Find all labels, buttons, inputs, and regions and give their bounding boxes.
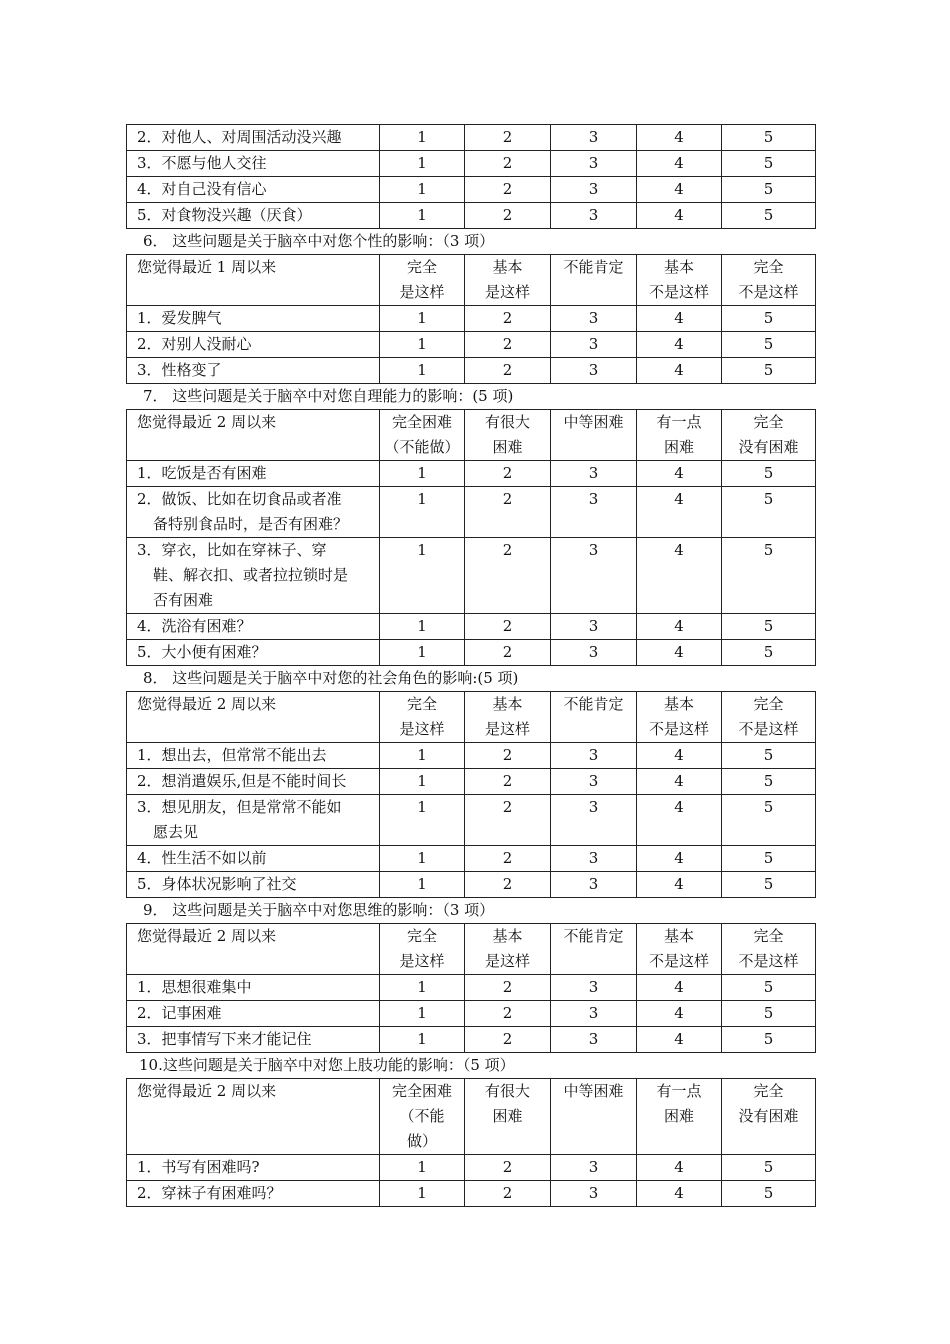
header-option: 不能肯定: [551, 692, 637, 743]
question-row: [127, 743, 816, 769]
question-row: [127, 1181, 816, 1207]
question-text: [127, 846, 380, 872]
score-option[interactable]: 2: [465, 151, 551, 177]
score-option[interactable]: 2: [465, 461, 551, 487]
question-text: [127, 614, 380, 640]
score-option[interactable]: 3: [551, 203, 637, 229]
score-option[interactable]: 2: [465, 640, 551, 666]
score-option[interactable]: 5: [722, 203, 816, 229]
header-option: 基本 不是这样: [637, 692, 722, 743]
score-option[interactable]: 2: [465, 846, 551, 872]
score-option[interactable]: 3: [551, 640, 637, 666]
header-option: 完全 是这样: [380, 255, 465, 306]
question-line: 4．性生活不如以前: [137, 849, 267, 867]
header-option: 中等困难: [551, 1079, 637, 1155]
score-option[interactable]: 3: [551, 177, 637, 203]
score-option[interactable]: 4: [637, 125, 722, 151]
header-option: 完全 没有困难: [722, 410, 816, 461]
score-option[interactable]: 4: [637, 769, 722, 795]
score-option[interactable]: 5: [722, 1027, 816, 1053]
section-title: 8． 这些问题是关于脑卒中对您的社会角色的影响:(5 项): [143, 669, 519, 687]
question-line: 5．对食物没兴趣（厌食）: [137, 206, 312, 224]
score-option[interactable]: 3: [551, 846, 637, 872]
rating-table: [126, 254, 816, 384]
score-option[interactable]: 5: [722, 306, 816, 332]
question-line: 2．对别人没耐心: [137, 335, 252, 353]
score-option[interactable]: 4: [637, 538, 722, 614]
question-line: 5．身体状况影响了社交: [137, 875, 297, 893]
score-option[interactable]: 1: [380, 769, 465, 795]
score-option[interactable]: 2: [465, 795, 551, 846]
score-option[interactable]: 3: [551, 1027, 637, 1053]
score-option[interactable]: 3: [551, 975, 637, 1001]
score-option[interactable]: 4: [637, 614, 722, 640]
question-text: [127, 872, 380, 898]
score-option[interactable]: 2: [465, 487, 551, 538]
score-option[interactable]: 4: [637, 1155, 722, 1181]
score-option[interactable]: 4: [637, 743, 722, 769]
score-option[interactable]: 5: [722, 975, 816, 1001]
question-line: 3．性格变了: [137, 361, 222, 379]
question-line: 1．吃饭是否有困难: [137, 464, 267, 482]
question-line: 3．把事情写下来才能记住: [137, 1030, 312, 1048]
header-option: 基本 不是这样: [637, 255, 722, 306]
question-line: 1．书写有困难吗?: [137, 1158, 260, 1176]
header-option: 中等困难: [551, 410, 637, 461]
question-line: 4．对自己没有信心: [137, 180, 267, 198]
score-option[interactable]: 4: [637, 487, 722, 538]
question-row: [127, 872, 816, 898]
score-option[interactable]: 1: [380, 358, 465, 384]
score-option[interactable]: 3: [551, 795, 637, 846]
question-line: 2．对他人、对周围活动没兴趣: [137, 128, 342, 146]
score-option[interactable]: 5: [722, 125, 816, 151]
header-option: 不能肯定: [551, 255, 637, 306]
score-option[interactable]: 3: [551, 1181, 637, 1207]
question-line: 1．想出去，但常常不能出去: [137, 746, 327, 764]
question-line: 2．记事困难: [137, 1004, 222, 1022]
question-row: [127, 1027, 816, 1053]
score-option[interactable]: 2: [465, 125, 551, 151]
question-line: 3．穿衣，比如在穿袜子、穿: [137, 541, 327, 559]
question-row: [127, 640, 816, 666]
score-option[interactable]: 1: [380, 975, 465, 1001]
score-option[interactable]: 1: [380, 1001, 465, 1027]
score-option[interactable]: 2: [465, 1001, 551, 1027]
score-option[interactable]: 5: [722, 614, 816, 640]
score-option[interactable]: 4: [637, 640, 722, 666]
header-period-label: 您觉得最近 2 周以来: [127, 1079, 380, 1155]
question-line: 3．不愿与他人交往: [137, 154, 267, 172]
score-option[interactable]: 4: [637, 1027, 722, 1053]
question-row: [127, 614, 816, 640]
score-option[interactable]: 2: [465, 203, 551, 229]
score-option[interactable]: 3: [551, 125, 637, 151]
score-option[interactable]: 1: [380, 846, 465, 872]
rating-table: [126, 124, 816, 229]
score-option[interactable]: 3: [551, 358, 637, 384]
score-option[interactable]: 1: [380, 614, 465, 640]
question-line: 否有困难: [153, 591, 214, 609]
question-line: 备特别食品时，是否有困难？: [153, 515, 349, 533]
score-option[interactable]: 2: [465, 1181, 551, 1207]
score-option[interactable]: 2: [465, 614, 551, 640]
header-option: 完全 不是这样: [722, 692, 816, 743]
score-option[interactable]: 2: [465, 1027, 551, 1053]
score-option[interactable]: 5: [722, 461, 816, 487]
score-option[interactable]: 5: [722, 1155, 816, 1181]
score-option[interactable]: 3: [551, 743, 637, 769]
header-period-label: 您觉得最近 2 周以来: [127, 924, 380, 975]
score-option[interactable]: 3: [551, 306, 637, 332]
question-row: [127, 1001, 816, 1027]
score-option[interactable]: 2: [465, 177, 551, 203]
question-text: [127, 358, 380, 384]
score-option[interactable]: 5: [722, 538, 816, 614]
question-line: 2．做饭、比如在切食品或者准: [137, 490, 342, 508]
question-line: 1．思想很难集中: [137, 978, 252, 996]
header-option: 完全困难 （不能 做）: [380, 1079, 465, 1155]
question-row: [127, 538, 816, 614]
rating-table: [126, 1078, 816, 1207]
table-header-row: [127, 255, 816, 306]
header-option: 有很大 困难: [465, 1079, 551, 1155]
header-period-label: 您觉得最近 1 周以来: [127, 255, 380, 306]
score-option[interactable]: 5: [722, 872, 816, 898]
score-option[interactable]: 1: [380, 872, 465, 898]
score-option[interactable]: 1: [380, 125, 465, 151]
score-option[interactable]: 2: [465, 332, 551, 358]
score-option[interactable]: 4: [637, 461, 722, 487]
score-option[interactable]: 4: [637, 358, 722, 384]
score-option[interactable]: 5: [722, 151, 816, 177]
score-option[interactable]: 1: [380, 538, 465, 614]
question-text: [127, 1181, 380, 1207]
header-option: 完全困难 （不能做）: [380, 410, 465, 461]
score-option[interactable]: 4: [637, 151, 722, 177]
header-option: 有一点 困难: [637, 1079, 722, 1155]
score-option[interactable]: 5: [722, 177, 816, 203]
question-text: [127, 975, 380, 1001]
score-option[interactable]: 4: [637, 332, 722, 358]
section-title: 9． 这些问题是关于脑卒中对您思维的影响：（3 项）: [143, 901, 495, 919]
question-row: [127, 795, 816, 846]
score-option[interactable]: 1: [380, 332, 465, 358]
score-option[interactable]: 2: [465, 872, 551, 898]
question-text: [127, 125, 380, 151]
score-option[interactable]: 3: [551, 1001, 637, 1027]
score-option[interactable]: 3: [551, 461, 637, 487]
question-text: [127, 332, 380, 358]
score-option[interactable]: 3: [551, 487, 637, 538]
score-option[interactable]: 5: [722, 358, 816, 384]
score-option[interactable]: 5: [722, 846, 816, 872]
question-row: [127, 461, 816, 487]
question-row: [127, 1155, 816, 1181]
question-text: [127, 795, 380, 846]
question-text: [127, 1001, 380, 1027]
question-line: 3．想见朋友，但是常常不能如: [137, 798, 342, 816]
score-option[interactable]: 1: [380, 1155, 465, 1181]
score-option[interactable]: 5: [722, 795, 816, 846]
questionnaire-document: [126, 124, 815, 1207]
score-option[interactable]: 1: [380, 743, 465, 769]
question-line: 1．爱发脾气: [137, 309, 222, 327]
score-option[interactable]: 1: [380, 203, 465, 229]
rating-table: [126, 409, 816, 666]
question-text: [127, 538, 380, 614]
question-row: [127, 203, 816, 229]
score-option[interactable]: 4: [637, 846, 722, 872]
rating-table: [126, 923, 816, 1053]
question-line: 2．穿袜子有困难吗？: [137, 1184, 282, 1202]
question-line: 鞋、解衣扣、或者拉拉锁时是: [153, 566, 349, 584]
header-period-label: 您觉得最近 2 周以来: [127, 692, 380, 743]
question-row: [127, 975, 816, 1001]
table-header-row: [127, 1079, 816, 1155]
score-option[interactable]: 2: [465, 306, 551, 332]
header-option: 完全 不是这样: [722, 255, 816, 306]
score-option[interactable]: 5: [722, 769, 816, 795]
rating-table: [126, 691, 816, 898]
score-option[interactable]: 4: [637, 203, 722, 229]
score-option[interactable]: 4: [637, 872, 722, 898]
question-row: [127, 332, 816, 358]
question-line: 愿去见: [153, 823, 199, 841]
score-option[interactable]: 2: [465, 743, 551, 769]
question-text: [127, 151, 380, 177]
score-option[interactable]: 3: [551, 538, 637, 614]
score-option[interactable]: 2: [465, 358, 551, 384]
table-header-row: [127, 924, 816, 975]
header-option: 完全 没有困难: [722, 1079, 816, 1155]
question-row: [127, 358, 816, 384]
score-option[interactable]: 4: [637, 975, 722, 1001]
score-option[interactable]: 5: [722, 640, 816, 666]
score-option[interactable]: 5: [722, 487, 816, 538]
header-option: 基本 是这样: [465, 692, 551, 743]
section-title: 7． 这些问题是关于脑卒中对您自理能力的影响：(5 项): [143, 387, 514, 405]
question-row: [127, 177, 816, 203]
header-option: 不能肯定: [551, 924, 637, 975]
score-option[interactable]: 4: [637, 306, 722, 332]
header-option: 基本 是这样: [465, 255, 551, 306]
score-option[interactable]: 5: [722, 1181, 816, 1207]
header-option: 基本 不是这样: [637, 924, 722, 975]
score-option[interactable]: 3: [551, 769, 637, 795]
header-option: 有一点 困难: [637, 410, 722, 461]
score-option[interactable]: 2: [465, 1155, 551, 1181]
question-text: [127, 177, 380, 203]
question-text: [127, 1155, 380, 1181]
score-option[interactable]: 1: [380, 1027, 465, 1053]
score-option[interactable]: 1: [380, 1181, 465, 1207]
score-option[interactable]: 4: [637, 177, 722, 203]
score-option[interactable]: 3: [551, 872, 637, 898]
question-row: [127, 846, 816, 872]
score-option[interactable]: 3: [551, 614, 637, 640]
score-option[interactable]: 3: [551, 332, 637, 358]
score-option[interactable]: 2: [465, 975, 551, 1001]
question-text: [127, 1027, 380, 1053]
score-option[interactable]: 1: [380, 795, 465, 846]
score-option[interactable]: 3: [551, 1155, 637, 1181]
score-option[interactable]: 2: [465, 769, 551, 795]
question-text: [127, 306, 380, 332]
header-period-label: 您觉得最近 2 周以来: [127, 410, 380, 461]
question-text: [127, 743, 380, 769]
question-line: 5．大小便有困难？: [137, 643, 267, 661]
question-text: [127, 203, 380, 229]
score-option[interactable]: 5: [722, 1001, 816, 1027]
question-text: [127, 461, 380, 487]
score-option[interactable]: 4: [637, 1001, 722, 1027]
question-text: [127, 640, 380, 666]
header-option: 完全 不是这样: [722, 924, 816, 975]
score-option[interactable]: 5: [722, 332, 816, 358]
table-header-row: [127, 410, 816, 461]
header-option: 有很大 困难: [465, 410, 551, 461]
score-option[interactable]: 1: [380, 306, 465, 332]
question-line: 4．洗浴有困难？: [137, 617, 252, 635]
question-row: [127, 306, 816, 332]
score-option[interactable]: 4: [637, 795, 722, 846]
score-option[interactable]: 1: [380, 151, 465, 177]
header-option: 完全 是这样: [380, 924, 465, 975]
question-row: [127, 487, 816, 538]
question-line: 2．想消遣娱乐,但是不能时间长: [137, 772, 347, 790]
score-option[interactable]: 1: [380, 177, 465, 203]
table-header-row: [127, 692, 816, 743]
score-option[interactable]: 1: [380, 487, 465, 538]
score-option[interactable]: 1: [380, 640, 465, 666]
score-option[interactable]: 5: [722, 743, 816, 769]
question-text: [127, 769, 380, 795]
score-option[interactable]: 2: [465, 538, 551, 614]
section-title: 6． 这些问题是关于脑卒中对您个性的影响：（3 项）: [143, 232, 495, 250]
question-row: [127, 769, 816, 795]
question-text: [127, 487, 380, 538]
question-row: [127, 125, 816, 151]
score-option[interactable]: 1: [380, 461, 465, 487]
score-option[interactable]: 3: [551, 151, 637, 177]
header-option: 完全 是这样: [380, 692, 465, 743]
header-option: 基本 是这样: [465, 924, 551, 975]
question-row: [127, 151, 816, 177]
score-option[interactable]: 4: [637, 1181, 722, 1207]
section-title: 10.这些问题是关于脑卒中对您上肢功能的影响：（5 项）: [139, 1056, 515, 1074]
